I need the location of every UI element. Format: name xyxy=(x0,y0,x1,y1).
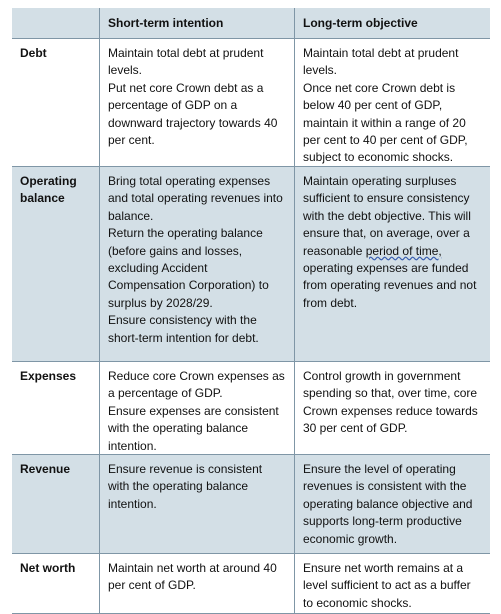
table-header-row xyxy=(12,8,490,39)
operating-balance-long-term-text-b: operating expenses are funded from operating revenues and not from debt. xyxy=(303,261,477,310)
table-row-operating-balance xyxy=(12,167,490,362)
operating-balance-short-term xyxy=(99,167,294,361)
net-worth-long-term xyxy=(294,554,490,613)
table-row-debt xyxy=(12,39,490,167)
revenue-long-term xyxy=(294,455,490,553)
debt-short-term-para-1: Maintain total debt at prudent levels. xyxy=(108,46,264,78)
expenses-short-term-para-1: Reduce core Crown expenses as a percentage of GDP. xyxy=(108,369,285,401)
fiscal-objectives-table xyxy=(12,8,490,614)
revenue-long-term-para-1: Ensure the level of operating revenues is consistent with the operating balance objective and supports long-term productive economic growth. xyxy=(303,462,473,546)
expenses-short-term-para-2: Ensure expenses are consistent with the operating balance intention. xyxy=(108,403,279,453)
operating-balance-long-term-squiggle: period of time, xyxy=(365,243,442,258)
net-worth-short-term-para-1: Maintain net worth at around 40 per cent of GDP. xyxy=(108,561,277,593)
expenses-short-term xyxy=(99,362,294,454)
net-worth-short-term xyxy=(99,554,294,613)
operating-balance-short-term-para-3: Ensure consistency with the short-term intention for debt. xyxy=(108,313,259,345)
operating-balance-short-term-para-2: Return the operating balance (before gains and losses, excluding Accident Compensation Corporation) to surplus by 2028/29. xyxy=(108,226,269,310)
table-row-net-worth xyxy=(12,554,490,614)
header-short-term: Short-term intention xyxy=(99,8,294,38)
revenue-short-term xyxy=(99,455,294,553)
row-label-revenue: Revenue xyxy=(20,462,71,476)
debt-long-term-para-1: Maintain total debt at prudent levels. xyxy=(303,46,459,78)
expenses-long-term xyxy=(294,362,490,454)
row-label-expenses: Expenses xyxy=(20,369,77,383)
table-row-revenue xyxy=(12,455,490,554)
row-label-operating-balance: Operating balance xyxy=(20,174,77,206)
debt-long-term-para-2: Once net core Crown debt is below 40 per cent of GDP, maintain it within a range of 20 per cent to 40 per cent of GDP, subject to economic shocks. xyxy=(303,80,468,165)
revenue-short-term-para-1: Ensure revenue is consistent with the operating balance intention. xyxy=(108,462,263,511)
net-worth-long-term-para-1: Ensure net worth remains at a level sufficient to act as a buffer to economic shocks. xyxy=(303,561,471,610)
operating-balance-long-term-para xyxy=(303,173,482,312)
header-long-term: Long-term objective xyxy=(294,8,490,38)
debt-short-term-para-2: Put net core Crown debt as a percentage of GDP on a downward trajectory towards 40 per cent. xyxy=(108,80,278,148)
table-row-expenses xyxy=(12,362,490,455)
header-cell-blank xyxy=(12,8,99,38)
expenses-long-term-para-1: Control growth in government spending so that, over time, core Crown expenses reduce towards 30 per cent of GDP. xyxy=(303,369,478,436)
operating-balance-long-term-text-a: Maintain operating surpluses sufficient to ensure consistency with the debt objective. This will ensure that, on average, over a reasonable xyxy=(303,174,471,258)
debt-long-term xyxy=(294,39,490,166)
row-label-net-worth: Net worth xyxy=(20,561,76,575)
operating-balance-short-term-para-1: Bring total operating expenses and total operating revenues into balance. xyxy=(108,174,283,223)
operating-balance-long-term xyxy=(294,167,490,361)
row-label-debt: Debt xyxy=(20,46,47,60)
debt-short-term xyxy=(99,39,294,166)
